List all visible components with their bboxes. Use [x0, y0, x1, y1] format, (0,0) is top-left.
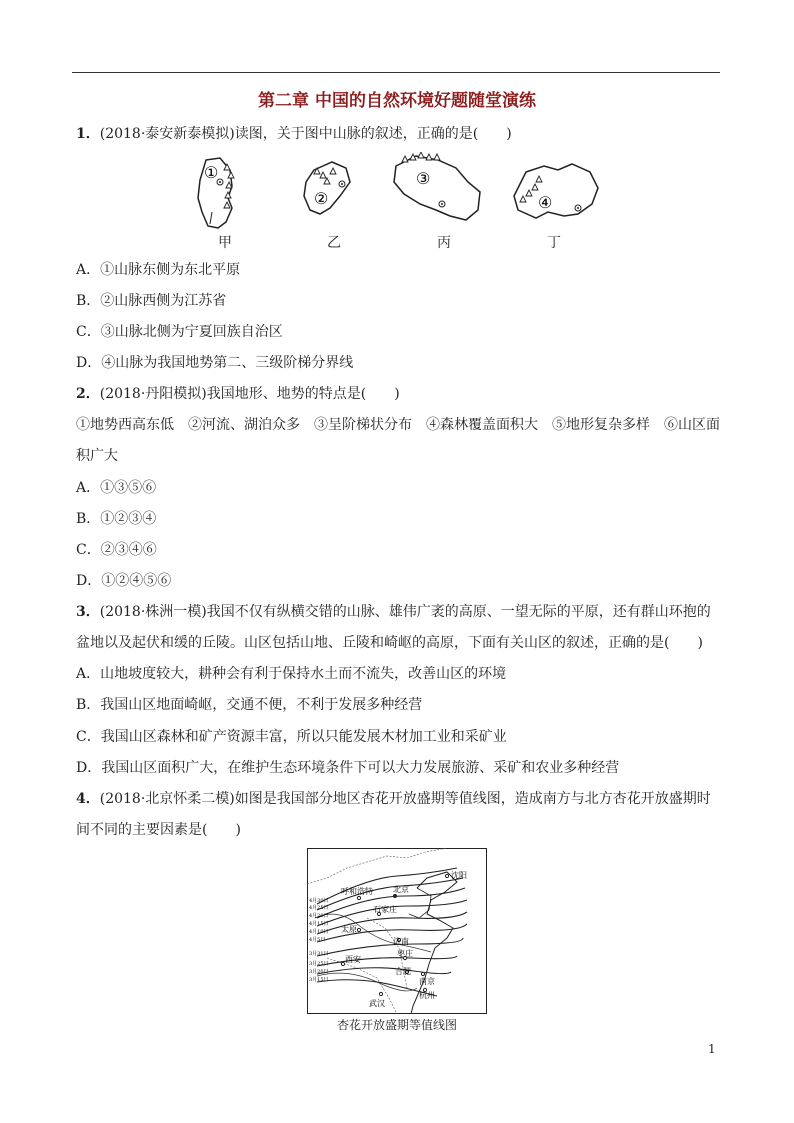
map-marker: ④: [538, 193, 553, 212]
map-label-yi: 乙: [327, 235, 341, 251]
map-yi: [304, 162, 350, 214]
isoline-label: 4月5日: [309, 937, 326, 943]
question-3: [76, 602, 711, 622]
question-text: 我国地形、地势的特点是( ): [206, 386, 400, 402]
map-marker: ②: [314, 189, 329, 208]
question-source: (2018·株洲一模): [99, 604, 207, 620]
question-4: [76, 789, 711, 809]
question-number: 4．: [76, 791, 100, 807]
map-bing: [394, 152, 480, 220]
map-ding: [514, 164, 598, 218]
map-caption: 杏花开放盛期等值线图: [336, 1018, 457, 1032]
question-text: 我国不仅有纵横交错的山脉、雄伟广袤的高原、一望无际的平原，还有群山环抱的: [206, 604, 711, 620]
city-label: 西安: [345, 955, 361, 964]
q1-option-a: A．①山脉东侧为东北平原: [76, 262, 241, 278]
q4-text-line-2: 间不同的主要因素是( ): [76, 822, 241, 838]
q2-items-line-2: 积广大: [76, 448, 118, 464]
isoline-label: 4月20日: [309, 913, 329, 919]
q2-option-c: C．②③④⑥: [76, 542, 157, 558]
map-label-jia: 甲: [218, 235, 232, 251]
q2-option-a: A．①③⑤⑥: [76, 480, 157, 496]
question-1: [76, 124, 512, 144]
isoline-label: 3月31日: [309, 951, 329, 957]
page-title: 第二章 中国的自然环境好题随堂演练: [258, 91, 536, 111]
q3-option-c: C．我国山区森林和矿产资源丰富，所以只能发展木材加工业和采矿业: [76, 729, 507, 745]
question-text: 读图，关于图中山脉的叙述，正确的是( ): [234, 126, 512, 142]
question-source: (2018·泰安新泰模拟): [99, 126, 235, 142]
q3-option-b: B．我国山区地面崎岖，交通不便，不利于发展多种经营: [76, 697, 423, 713]
city-label: 南京: [419, 977, 435, 986]
isoline-label: 4月15日: [309, 921, 329, 927]
city-label: 呼和浩特: [341, 887, 373, 896]
q3-option-d: D．我国山区面积广大，在维护生态环境条件下可以大力发展旅游、采矿和农业多种经营: [76, 760, 620, 776]
question-2: [76, 384, 400, 404]
q1-option-d: D．④山脉为我国地势第二、三级阶梯分界线: [76, 355, 354, 371]
page-number: 1: [708, 1042, 716, 1056]
isoline-label: 4月30日: [309, 898, 329, 904]
city-label: 武汉: [369, 999, 385, 1008]
question-number: 1．: [76, 126, 100, 142]
map-jia: [198, 158, 234, 228]
q3-text-line-2: 盆地以及起伏和缓的丘陵。山区包括山地、丘陵和崎岖的高原，下面有关山区的叙述，正确的是( ): [76, 635, 703, 651]
q1-option-b: B．②山脉西侧为江苏省: [76, 293, 227, 309]
q3-option-a: A．山地坡度较大，耕种会有利于保持水土而不流失，改善山区的环境: [76, 666, 507, 682]
question-number: 3．: [76, 604, 100, 620]
apricot-blossom-isoline-map: [307, 848, 487, 1014]
city-label: 合肥: [395, 967, 411, 976]
map-label-ding: 丁: [547, 235, 561, 251]
question-number: 2．: [76, 386, 100, 402]
q1-option-c: C．③山脉北侧为宁夏回族自治区: [76, 324, 283, 340]
map-marker: ①: [204, 163, 219, 182]
isoline-label: 3月15日: [309, 977, 329, 983]
question-source: (2018·丹阳模拟): [99, 386, 207, 402]
city-label: 石家庄: [373, 905, 397, 914]
map-label-bing: 丙: [437, 235, 451, 251]
q1-maps-figure: [180, 152, 610, 252]
question-source: (2018·北京怀柔二模): [99, 791, 235, 807]
isoline-label: 3月25日: [309, 961, 329, 967]
q2-items-line-1: ①地势西高东低 ②河流、湖泊众多 ③呈阶梯状分布 ④森林覆盖面积大 ⑤地形复杂多样 ⑥山区面: [76, 417, 720, 433]
city-label: 枣庄: [397, 949, 413, 958]
map-marker: ③: [416, 169, 431, 188]
q2-option-b: B．①②③④: [76, 511, 157, 527]
city-label: 济南: [393, 937, 409, 946]
city-label: 杭州: [419, 991, 435, 1000]
question-text: 如图是我国部分地区杏花开放盛期等值线图，造成南方与北方杏花开放盛期时: [234, 791, 711, 807]
city-label: 沈阳: [451, 871, 467, 880]
isoline-label: 4月25日: [309, 905, 329, 911]
header-rule: [72, 72, 720, 73]
city-label: 太原: [341, 925, 357, 934]
q2-option-d: D．①②④⑤⑥: [76, 573, 172, 589]
isoline-label: 4月10日: [309, 929, 329, 935]
isoline-label: 3月20日: [309, 969, 329, 975]
city-label: 北京: [393, 885, 409, 894]
